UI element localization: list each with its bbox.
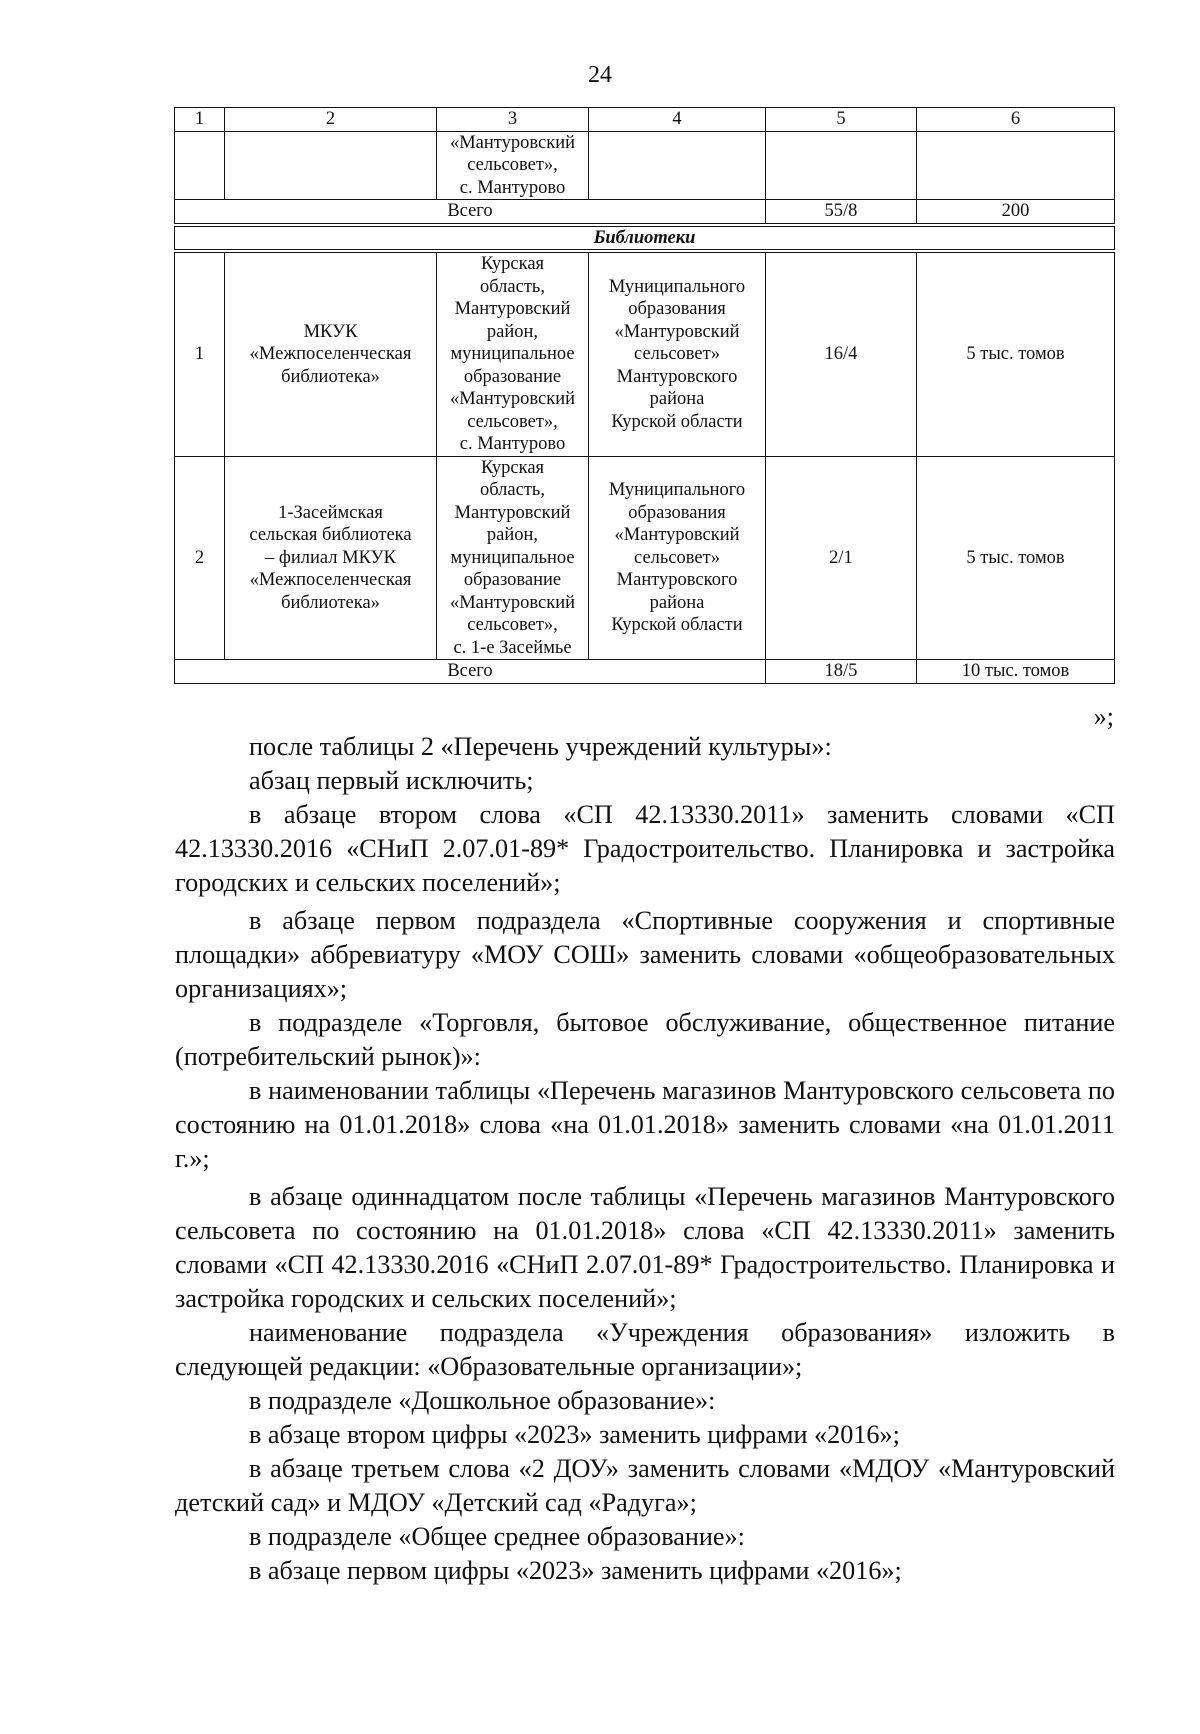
table-cell xyxy=(766,131,917,200)
table-cell-location xyxy=(437,131,589,200)
paragraph: в абзаце третьем слова «2 ДОУ» заменить словами «МДОУ «Мантуровский детский сад» и МДОУ «Детский сад «Радуга»; xyxy=(175,1454,1115,1517)
institution-col5: 2/1 xyxy=(766,456,917,660)
cell-line: библиотека» xyxy=(281,592,380,613)
table-cell xyxy=(225,131,437,200)
cell-line: библиотека» xyxy=(281,366,380,387)
cell-line: образования xyxy=(628,502,726,523)
paragraph: после таблицы 2 «Перечень учреждений культуры»: xyxy=(249,732,832,761)
cell-line: Курская xyxy=(480,457,545,478)
cell-line: района xyxy=(649,592,705,613)
section-row xyxy=(175,225,1115,252)
institution-location xyxy=(437,456,589,660)
cell-line: «Мантуровский xyxy=(449,592,576,613)
cell-line: Муниципального xyxy=(608,276,746,297)
cell-line: Курской области xyxy=(611,411,743,432)
cell-line: Мантуровский xyxy=(454,502,571,523)
column-number-2: 2 xyxy=(225,108,437,132)
paragraph: в абзаце первом подраздела «Спортивные сооружения и спортивные площадки» аббревиатуру «МОУ СОШ» заменить словами «общеобразовательных организациях»; xyxy=(175,906,1115,1003)
table-row xyxy=(175,251,1115,456)
total-row xyxy=(175,200,1115,225)
cell-line: Мантуровского xyxy=(616,366,738,387)
cell-line: МКУК xyxy=(303,321,358,342)
table-header-row xyxy=(175,108,1115,132)
column-number-5: 5 xyxy=(766,108,917,132)
cell-line: «Мантуровский xyxy=(614,321,740,342)
cell-line: сельсовет», xyxy=(467,155,558,175)
cell-line: область, xyxy=(479,276,545,297)
cell-line: с. Мантурово xyxy=(459,434,566,454)
page-number: 24 xyxy=(588,62,612,88)
cell-line: 1-Засеймская xyxy=(278,502,383,523)
row-number: 2 xyxy=(175,456,225,660)
row-number: 1 xyxy=(175,251,225,456)
paragraph: в наименовании таблицы «Перечень магазинов Мантуровского сельсовета по состоянию на 01.01.2018» слова «на 01.01.2018» заменить словами «на 01.01.2011 г.»; xyxy=(175,1076,1115,1173)
paragraph: в подразделе «Торговля, бытовое обслуживание, общественное питание (потребительский рынок)»: xyxy=(175,1008,1115,1071)
cell-line: сельсовет» xyxy=(634,547,720,568)
total-col6: 10 тыс. томов xyxy=(917,660,1115,684)
cell-line: сельсовет», xyxy=(467,615,558,635)
table-cell xyxy=(589,131,766,200)
cell-line: с. Мантурово xyxy=(459,177,566,198)
cell-line: сельсовет» xyxy=(634,344,720,364)
column-number-4: 4 xyxy=(589,108,766,132)
table-cell xyxy=(175,131,225,200)
column-number-6: 6 xyxy=(917,108,1115,132)
institution-location xyxy=(437,251,589,456)
cell-line: – филиал МКУК xyxy=(265,547,396,568)
cell-line: район, xyxy=(486,525,539,545)
cell-line: муниципальное xyxy=(450,344,575,364)
paragraph: в абзаце втором цифры «2023» заменить цифрами «2016»; xyxy=(249,1420,900,1449)
table-cell xyxy=(917,131,1115,200)
total-label: Всего xyxy=(175,660,766,684)
table-row xyxy=(175,456,1115,660)
institution-owner xyxy=(589,456,766,660)
cell-line: область, xyxy=(479,480,545,500)
section-title: Библиотеки xyxy=(175,225,1115,252)
paragraph: абзац первый исключить; xyxy=(249,766,534,795)
paragraph: в абзаце первом цифры «2023» заменить цифрами «2016»; xyxy=(249,1556,902,1585)
cell-line: образования xyxy=(628,299,726,319)
cell-line: муниципальное xyxy=(450,547,575,568)
closing-quote: »; xyxy=(1093,702,1114,731)
body-text xyxy=(175,730,1115,1588)
paragraph: в подразделе «Общее среднее образование»: xyxy=(249,1522,745,1551)
cell-line: «Мантуровский xyxy=(449,389,576,409)
table-row xyxy=(175,131,1115,200)
column-number-1: 1 xyxy=(175,108,225,132)
cell-line: район, xyxy=(486,321,539,342)
total-label: Всего xyxy=(175,200,766,225)
institution-name xyxy=(225,251,437,456)
cell-line: Мантуровский xyxy=(454,299,571,319)
cell-line: сельская библиотека xyxy=(249,525,412,545)
institution-col6: 5 тыс. томов xyxy=(917,251,1115,456)
total-row xyxy=(175,660,1115,684)
cell-line: «Межпоселенческая xyxy=(249,344,412,364)
cell-line: образование xyxy=(463,570,562,590)
paragraph: в абзаце одиннадцатом после таблицы «Перечень магазинов Мантуровского сельсовета по состоянию на 01.01.2018» слова «СП 42.13330.2011» заменить словами «СП 42.13330.2016 «СНиП 2.07.01-89* Градостроительство. Планировка и застройка городских и сельских поселений»; xyxy=(175,1182,1115,1313)
institution-col6: 5 тыс. томов xyxy=(917,456,1115,660)
cell-line: «Мантуровский xyxy=(614,525,740,545)
institution-owner xyxy=(589,251,766,456)
cell-line: района xyxy=(649,389,705,409)
cell-line: «Мантуровский xyxy=(449,132,576,153)
institutions-table xyxy=(174,107,1115,684)
cell-line: Мантуровского xyxy=(616,570,738,590)
cell-line: с. 1-е Засеймье xyxy=(453,637,572,658)
cell-line: сельсовет», xyxy=(467,411,558,432)
institution-name xyxy=(225,456,437,660)
cell-line: образование xyxy=(463,366,562,387)
column-number-3: 3 xyxy=(437,108,589,132)
cell-line: Курской области xyxy=(611,615,743,635)
cell-line: Муниципального xyxy=(608,480,746,500)
total-col6: 200 xyxy=(917,200,1115,225)
total-col5: 55/8 xyxy=(766,200,917,225)
cell-line: Курская xyxy=(480,254,545,274)
cell-line: «Межпоселенческая xyxy=(249,570,412,590)
paragraph: в подразделе «Дошкольное образование»: xyxy=(249,1386,716,1415)
institution-col5: 16/4 xyxy=(766,251,917,456)
total-col5: 18/5 xyxy=(766,660,917,684)
paragraph: наименование подраздела «Учреждения образования» изложить в следующей редакции: «Образовательные организации»; xyxy=(175,1318,1115,1381)
paragraph: в абзаце втором слова «СП 42.13330.2011» заменить словами «СП 42.13330.2016 «СНиП 2.07.01-89* Градостроительство. Планировка и застройка городских и сельских поселений»; xyxy=(175,800,1115,897)
